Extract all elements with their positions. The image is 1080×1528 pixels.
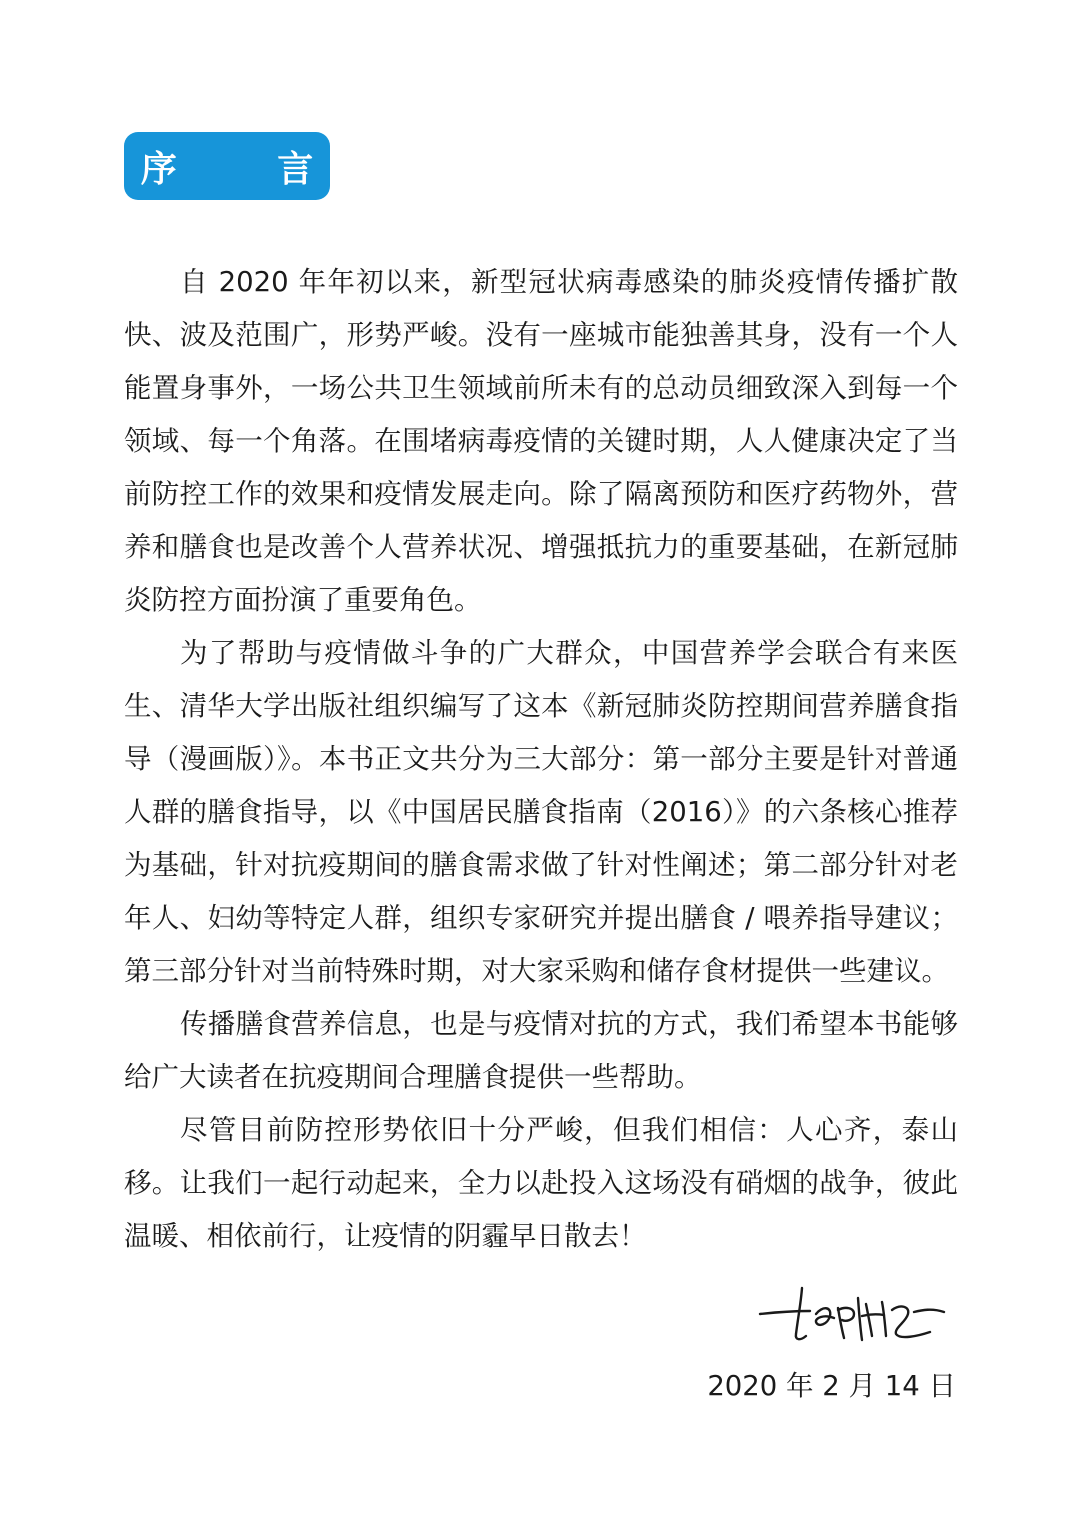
page-title: 序 言 [124,132,330,200]
paragraph-1: 自 2020 年年初以来，新型冠状病毒感染的肺炎疫情传播扩散快、波及范围广，形势严峻。没有一座城市能独善其身，没有一个人能置身事外，一场公共卫生领域前所未有的总动员细致深入到每一个领域、每一个角落。在围堵病毒疫情的关键时期，人人健康决定了当前防控工作的效果和疫情发展走向。除了隔离预防和医疗药物外，营养和膳食也是改善个人营养状况、增强抵抗力的重要基础，在新冠肺炎防控方面扮演了重要角色。 [124,266,958,616]
paragraph-4: 尽管目前防控形势依旧十分严峻，但我们相信：人心齐，泰山移。让我们一起行动起来，全力以赴投入这场没有硝烟的战争，彼此温暖、相依前行，让疫情的阴霾早日散去！ [124,1114,958,1252]
signature-icon [758,1284,950,1348]
paragraph-3: 传播膳食营养信息，也是与疫情对抗的方式，我们希望本书能够给广大读者在抗疫期间合理膳食提供一些帮助。 [124,1008,958,1093]
paragraph-2: 为了帮助与疫情做斗争的广大群众，中国营养学会联合有来医生、清华大学出版社组织编写了这本《新冠肺炎防控期间营养膳食指导（漫画版）》。本书正文共分为三大部分：第一部分主要是针对普通人群的膳食指导，以《中国居民膳食指南（2016）》的六条核心推荐为基础，针对抗疫期间的膳食需求做了针对性阐述；第二部分针对老年人、妇幼等特定人群，组织专家研究并提出膳食 / 喂养指导建议；第三部分针对当前特殊时期，对大家采购和储存食材提供一些建议。 [124,637,958,987]
preface-body [124,256,958,1263]
date-line: 2020 年 2 月 14 日 [707,1370,956,1402]
